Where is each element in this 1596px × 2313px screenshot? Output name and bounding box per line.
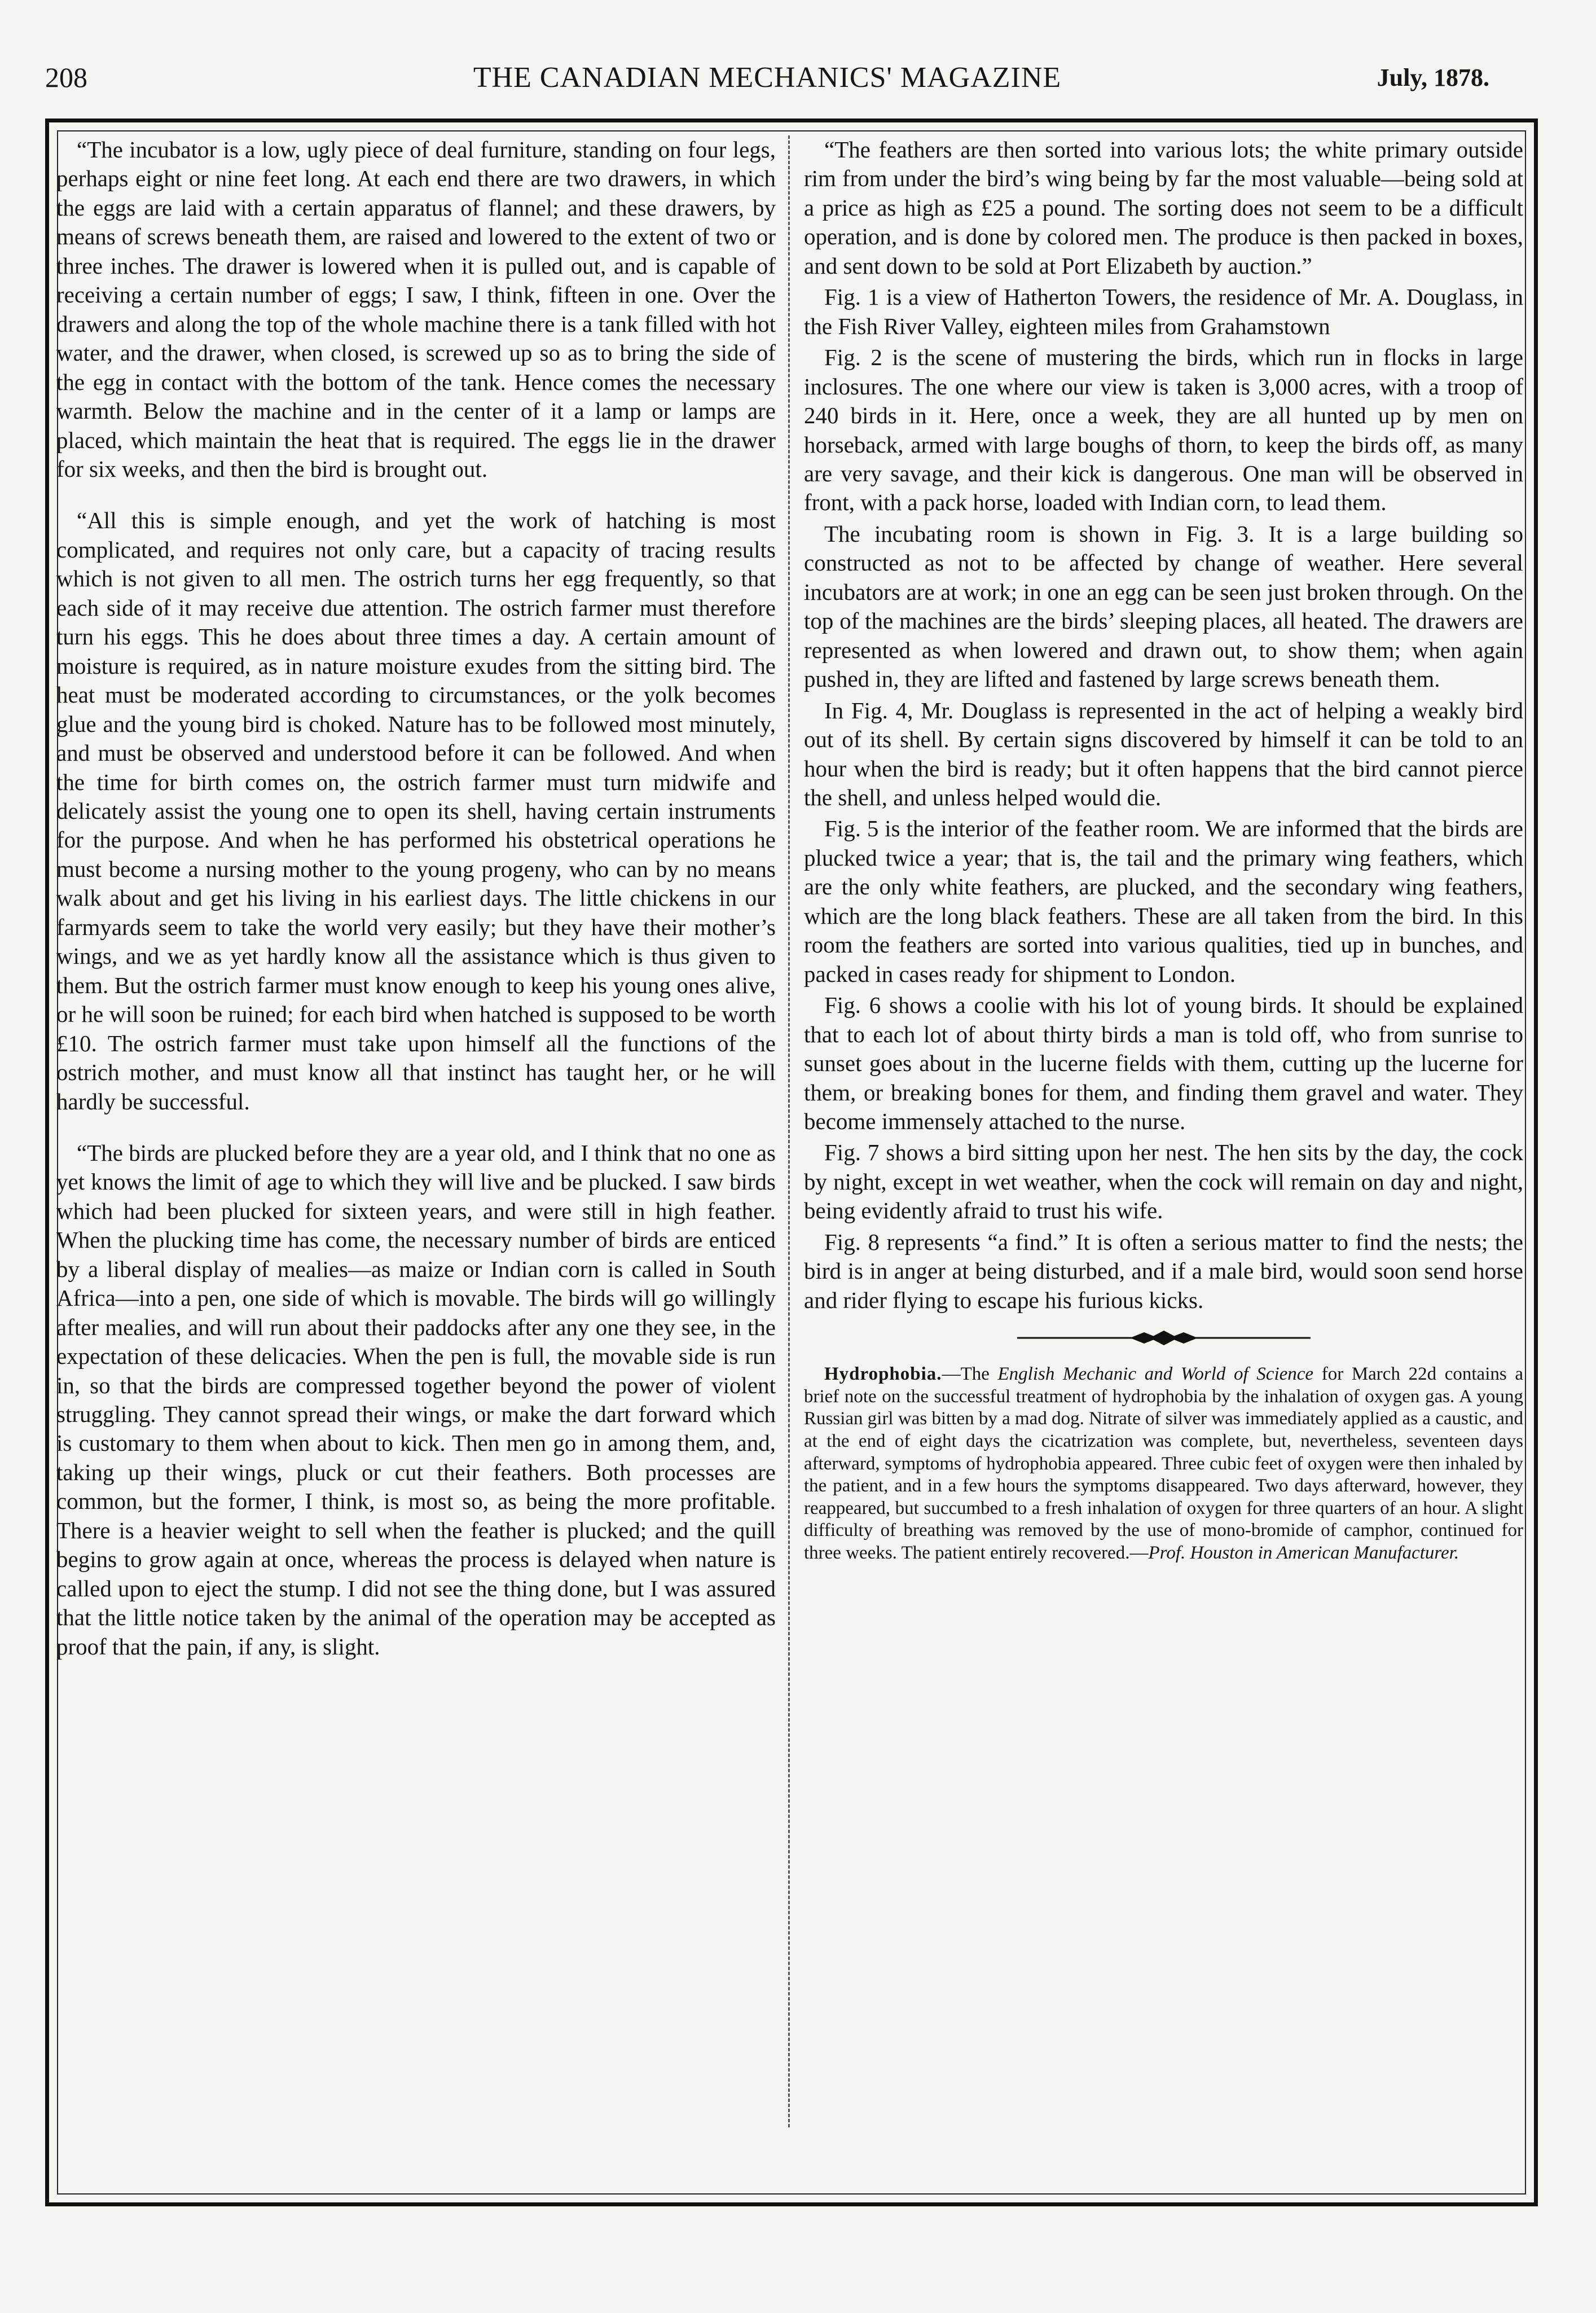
note-body: for March 22d contains a brief note on the successful treatment of hydrophobia by the inhalation of oxygen gas. A young Russian girl was bitten by a mad dog. Nitrate of silver was immediately applied as a caustic, and at the end of eight days the cicatrization was complete, but, nevertheless, seventeen days afterward, symptoms of hydrophobia appeared. Three cubic feet of oxygen were then inhaled by the patient, and in a few hours the symptoms disappeared. Two days afterward, however, they reappeared, but succumbed to a fresh inhalation of oxygen for three quarters of an hour. A slight difficulty of breathing was removed by the use of mono-bromide of camphor, continued for three weeks. The patient entirely recovered.— (804, 1364, 1523, 1563)
plucking-paragraph: “The birds are plucked before they are a year old, and I think that no one as yet knows the limit of age to which they will live and be plucked. I saw birds which had been plucked for sixteen years, and were still in high feather. When the plucking time has come, the necessary number of birds are enticed by a liberal display of mealies—as maize or Indian corn is called in South Africa—into a pen, one side of which is movable. The birds will go willingly after mealies, and will run about their paddocks after any one they see, in the expectation of these delicacies. When the pen is full, the movable side is run in, so that the birds are compressed together beyond the power of violent struggling. They cannot spread their wings, or make the dart forward which is customary to them when about to kick. Then men go in among them, and, taking up their wings, pluck or cut their feathers. Both processes are common, but the former, I think, is most so, as being the more profitable. There is a heavier weight to sell when the feather is plucked; and the quill begins to grow again at once, whereas the process is delayed when nature is called upon to eject the stump. I did not see the thing done, but I was assured that the little notice taken by the animal of the operation may be accepted as proof that the pain, if any, is slight. (56, 1139, 776, 1660)
left-column (56, 135, 776, 2144)
fig7-paragraph: Fig. 7 shows a bird sitting upon her nest. The hen sits by the day, the cock by night, except in wet weather, when the cock will remain on day and night, being evidently afraid to trust his wife. (804, 1139, 1523, 1224)
magazine-title: THE CANADIAN MECHANICS' MAGAZINE (473, 62, 1062, 94)
section-ornament-icon (1017, 1329, 1311, 1346)
issue-date: July, 1878. (1377, 64, 1489, 91)
running-header (45, 61, 1489, 112)
fig1-paragraph: Fig. 1 is a view of Hatherton Towers, the residence of Mr. A. Douglass, in the Fish River Valley, eighteen miles from Grahamstown (804, 284, 1523, 339)
hydrophobia-note (804, 1363, 1523, 1564)
hatching-paragraph: “All this is simple enough, and yet the work of hatching is most complicated, and requires not only care, but a capacity of tracing results which is not given to all men. The ostrich turns her egg frequently, so that each side of it may receive due attention. The ostrich farmer must therefore turn his eggs. This he does about three times a day. A certain amount of moisture is required, as in nature moisture exudes from the sitting bird. The heat must be moderated according to circumstances, or the yolk becomes glue and the young bird is choked. Nature has to be followed most minutely, and must be observed and understood before it can be followed. And when the time for birth comes on, the ostrich farmer must turn midwife and delicately assist the young one to open its shell, having certain instruments for the purpose. And when he has performed his obstetrical operations he must become a nursing mother to the young progeny, who can by no means walk about and get his living in his earliest days. The little chickens in our farmyards seem to take the world very easily; but they have their mother’s wings, and we as yet hardly know all the assistance which is thus given to them. But the ostrich farmer must know enough to keep his young ones alive, or he will soon be ruined; for each bird when hatched is supposed to be worth £10. The ostrich farmer must take upon himself all the functions of the ostrich mother, and must know all that instinct has taught her, or he will hardly be successful. (56, 507, 776, 1114)
fig2-paragraph: Fig. 2 is the scene of mustering the birds, which run in flocks in large inclosures. The one where our view is taken is 3,000 acres, with a troop of 240 birds in it. Here, once a week, they are all hunted up by men on horseback, armed with large boughs of thorn, to keep the birds off, as many are very savage, and their kick is dangerous. One man will be observed in front, with a pack horse, loaded with Indian corn, to lead them. (804, 344, 1523, 516)
fig5-paragraph: Fig. 5 is the interior of the feather room. We are informed that the birds are plucked twice a year; that is, the tail and the primary wing feathers, which are the only white feathers, are plucked, and the secondary wing feathers, which are the long black feathers. These are all taken from the bird. In this room the feathers are sorted into various qualities, tied up in bunches, and packed in cases ready for shipment to London. (804, 815, 1523, 987)
right-column (804, 135, 1523, 2144)
note-attribution: Prof. Houston in American Manufacturer. (1148, 1542, 1459, 1563)
fig3-paragraph: The incubating room is shown in Fig. 3. It is a large building so constructed as not to be affected by change of weather. Here several incubators are at work; in one an egg can be seen just broken through. On the top of the machines are the birds’ sleeping places, all heated. The drawers are represented as when lowered and drawn out, to show them; when again pushed in, they are lifted and fastened by large screws beneath them. (804, 520, 1523, 692)
note-heading: Hydrophobia. (824, 1364, 942, 1385)
column-divider (788, 135, 790, 2127)
sorting-paragraph: “The feathers are then sorted into various lots; the white primary outside rim from under the bird’s wing being by far the most valuable—being sold at a price as high as £25 a pound. The sorting does not seem to be a difficult operation, and is done by colored men. The produce is then packed in boxes, and sent down to be sold at Port Elizabeth by auction.” (804, 137, 1523, 279)
note-source-title: English Mechanic and World of Science (997, 1364, 1314, 1385)
note-dash: —The (942, 1364, 998, 1385)
page-number: 208 (45, 62, 87, 93)
fig8-paragraph: Fig. 8 represents “a find.” It is often a serious matter to find the nests; the bird is in anger at being disturbed, and if a male bird, would soon send horse and rider flying to escape his furious kicks. (804, 1228, 1523, 1313)
fig4-paragraph: In Fig. 4, Mr. Douglass is represented in the act of helping a weakly bird out of its shell. By certain signs discovered by himself it can be told to an hour when the bird is ready; but it often happens that the bird cannot pierce the shell, and unless helped would die. (804, 697, 1523, 810)
fig6-paragraph: Fig. 6 shows a coolie with his lot of young birds. It should be explained that to each lot of about thirty birds a man is told off, who from sunrise to sunset goes about in the lucerne fields with them, cutting up the lucerne for them, or breaking bones for them, and finding them gravel and water. They become immensely attached to the nurse. (804, 992, 1523, 1134)
incubator-paragraph: “The incubator is a low, ugly piece of deal furniture, standing on four legs, perhaps eight or nine feet long. At each end there are two drawers, in which the eggs are laid with a certain apparatus of flannel; and these drawers, by means of screws beneath them, are raised and lowered to the extent of two or three inches. The drawer is lowered when it is pulled out, and is capable of receiving a certain number of eggs; I saw, I think, fifteen in one. Over the drawers and along the top of the whole machine there is a tank filled with hot water, and the drawer, when closed, is screwed up so as to bring the side of the egg in contact with the bottom of the tank. Hence comes the necessary warmth. Below the machine and in the center of it a lamp or lamps are placed, which maintain the heat that is required. The eggs lie in the drawer for six weeks, and then the bird is brought out. (56, 137, 776, 482)
